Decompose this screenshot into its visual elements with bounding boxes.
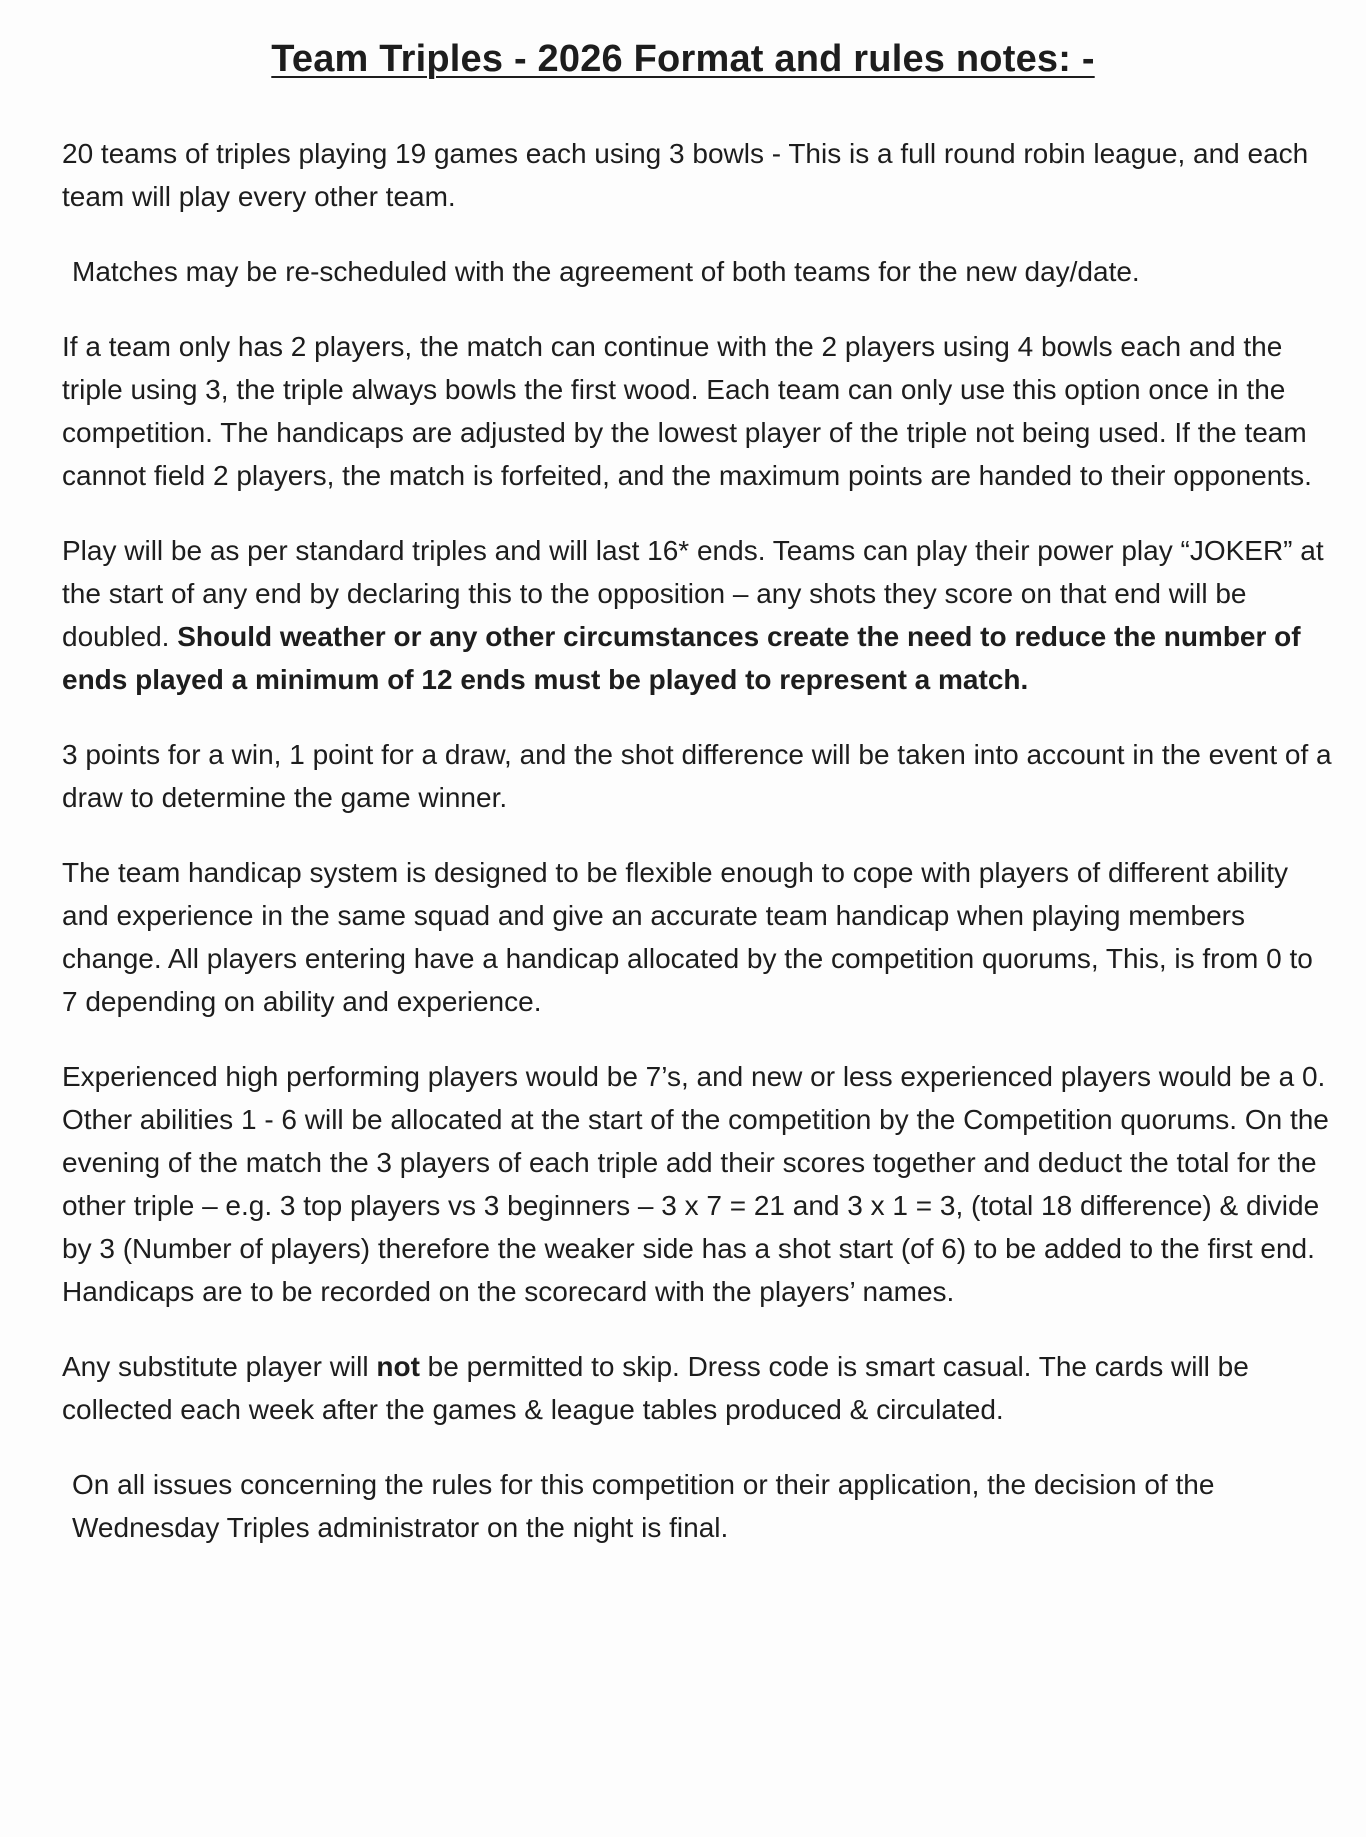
paragraph-substitutes-dress [62, 1345, 1332, 1431]
play-rules-text: Play will be as per standard triples and will last 16* ends. Teams can play their power play “JOKER” at the start of any end by declaring this to the opposition – any shots they score on that end will be doubled. [62, 535, 1324, 652]
minimum-ends-rule: Should weather or any other circumstances create the need to reduce the number of ends played a minimum of 12 ends must be played to represent a match. [62, 621, 1301, 695]
paragraph-handicap-system: The team handicap system is designed to be flexible enough to cope with players of different ability and experience in the same squad and give an accurate team handicap when playing members change. All players entering have a handicap allocated by the competition quorums, This, is from 0 to 7 depending on ability and experience. [62, 857, 1313, 1017]
page-title-text: Team Triples - 2026 Format and rules notes: - [271, 38, 1095, 80]
paragraph-play-rules [62, 529, 1332, 701]
page-title [0, 38, 1366, 81]
paragraph-points: 3 points for a win, 1 point for a draw, and the shot difference will be taken into account in the event of a draw to determine the game winner. [62, 739, 1332, 813]
substitute-text-after: be permitted to skip. Dress code is smart casual. The cards will be collected each week after the games & league tables produced & circulated. [62, 1351, 1249, 1425]
substitute-text-before: Any substitute player will [62, 1351, 377, 1382]
paragraph-two-players: If a team only has 2 players, the match can continue with the 2 players using 4 bowls each and the triple using 3, the triple always bowls the first wood. Each team can only use this option once in the competition. The handicaps are adjusted by the lowest player of the triple not being used. If the team cannot field 2 players, the match is forfeited, and the maximum points are handed to their opponents. [62, 331, 1312, 491]
paragraph-handicap-calculation: Experienced high performing players would be 7’s, and new or less experienced players would be a 0. Other abilities 1 - 6 will be allocated at the start of the competition by the Competition quorums. On the evening of the match the 3 players of each triple add their scores together and deduct the total for the other triple – e.g. 3 top players vs 3 beginners – 3 x 7 = 21 and 3 x 1 = 3, (total 18 difference) & divide by 3 (Number of players) therefore the weaker side has a shot start (of 6) to be added to the first end. Handicaps are to be recorded on the scorecard with the players’ names. [62, 1061, 1329, 1307]
document-body [62, 132, 1332, 1581]
substitute-not-emphasis: not [376, 1351, 420, 1382]
paragraph-rescheduling: Matches may be re-scheduled with the agreement of both teams for the new day/date. [72, 256, 1140, 287]
paragraph-teams-format: 20 teams of triples playing 19 games each using 3 bowls - This is a full round robin league, and each team will play every other team. [62, 138, 1309, 212]
paragraph-final-decision: On all issues concerning the rules for this competition or their application, the decision of the Wednesday Triples administrator on the night is final. [72, 1469, 1215, 1543]
